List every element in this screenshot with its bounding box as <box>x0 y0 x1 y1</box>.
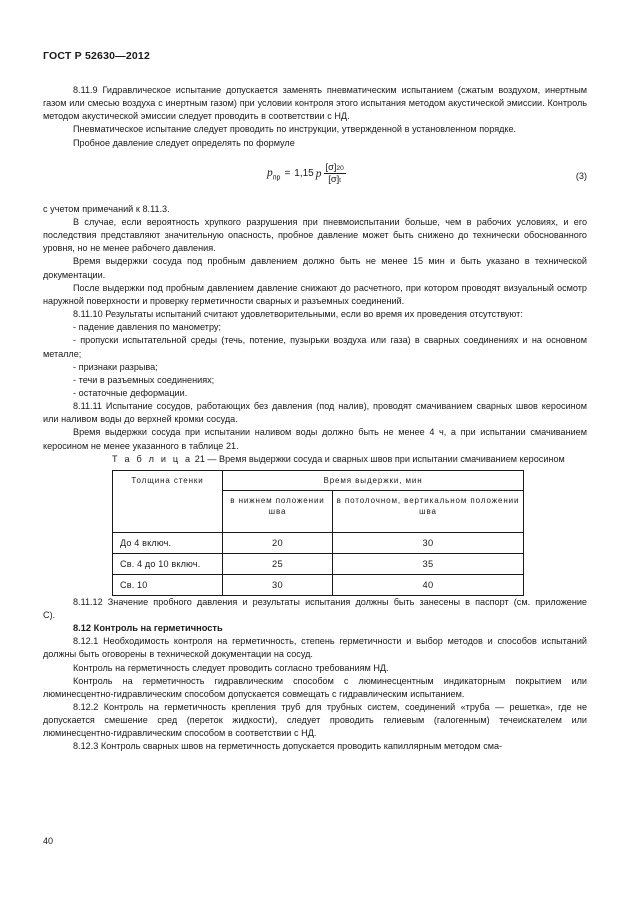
formula-denominator-subscript: t <box>339 176 341 184</box>
cell-lower: 30 <box>223 574 333 595</box>
formula-block-3 <box>43 159 587 197</box>
paragraph-after-hold: После выдержки под пробным давлением давление снижают до расчетного, при котором проводят визуальный осмотр наружной поверхности и проверку герметичности сварных и разъемных соединений. <box>43 282 587 306</box>
formula-equals: = <box>284 168 291 180</box>
paragraph-8-12-3: 8.12.3 Контроль сварных швов на герметичность допускается проводить капиллярным методом сма- <box>73 741 503 752</box>
cell-thickness: Св. 4 до 10 включ. <box>113 553 223 574</box>
table-body <box>113 532 524 595</box>
bullet-rupture-signs: - признаки разрыва; <box>73 361 158 372</box>
formula-expression <box>267 163 346 185</box>
formula-numerator: [σ]20 <box>324 163 346 174</box>
cell-overhead: 40 <box>333 574 524 595</box>
paragraph-test-pressure-intro: Пробное давление следует определять по формуле <box>73 137 295 148</box>
table-header-hold-time-group: Время выдержки, мин <box>223 470 524 490</box>
table-header-overhead-position: в потолочном, вертикальном положении шва <box>333 490 524 532</box>
paragraph-water-fill-hold: Время выдержки сосуда при испытании наливом воды должно быть не менее 4 ч, а при испытании смачиванием керосином не менее указанного в таблице 21. <box>43 427 587 451</box>
formula-fraction <box>324 163 346 185</box>
table-caption-text: Время выдержки сосуда и сварных швов при испытании смачиванием керосином <box>219 453 565 464</box>
page-number: 40 <box>43 836 54 846</box>
cell-lower: 20 <box>223 532 333 553</box>
bullet-residual-deformation: - остаточные деформации. <box>73 387 188 398</box>
paragraph-8-11-11: 8.11.11 Испытание сосудов, работающих без давления (под налив), проводят смачиванием сварных швов керосином или наливом воды до верхней кромки сосуда. <box>43 401 587 425</box>
table-header-row-1 <box>113 470 524 490</box>
paragraph-luminescent-method: Контроль на герметичность гидравлическим способом с люминесцентным индикаторным покрытием или люминесцентно-гидравлическим способом допускается совмещать с гидравлическим испытанием. <box>43 675 587 699</box>
page-content <box>43 84 587 754</box>
paragraph-8-12-1: 8.12.1 Необходимость контроля на герметичность, степень герметичности и выбор методов и способов испытаний должны быть оговорены в технической документации на сосуд. <box>43 636 587 660</box>
formula-lhs: $p_{пр}$ <box>267 166 281 181</box>
paragraph-notes-reference: с учетом примечаний к 8.11.3. <box>43 203 170 214</box>
table-row <box>113 553 524 574</box>
cell-overhead: 35 <box>333 553 524 574</box>
table-head <box>113 470 524 532</box>
table-header-lower-position: в нижнем положении шва <box>223 490 333 532</box>
bullet-pressure-drop: - падение давления по манометру; <box>73 322 221 333</box>
running-head: ГОСТ Р 52630—2012 <box>43 50 151 62</box>
table-header-thickness: Толщина стенки <box>113 470 223 532</box>
formula-lhs-subscript: пр <box>272 173 281 181</box>
bullet-detachable-leaks: - течи в разъемных соединениях; <box>73 374 215 385</box>
formula-numerator-subscript: 20 <box>336 164 344 172</box>
heading-8-12: 8.12 Контроль на герметичность <box>73 623 223 634</box>
bullet-medium-leak: - пропуски испытательной среды (течь, потение, пузырьки воздуха или газа) в сварных соединениях и на основном металле; <box>43 335 587 359</box>
paragraph-leak-test-nd: Контроль на герметичность следует проводить согласно требованиям НД. <box>73 662 389 673</box>
cell-lower: 25 <box>223 553 333 574</box>
paragraph-8-11-10: 8.11.10 Результаты испытаний считают удовлетворительными, если во время их проведения отсутствуют: <box>73 309 523 320</box>
table-row <box>113 574 524 595</box>
table-caption-number: 21 <box>194 453 205 464</box>
paragraph-pneumatic-instruction: Пневматическое испытание следует проводить по инструкции, утвержденной в установленном порядке. <box>73 124 517 135</box>
table-caption-label: Т а б л и ц а <box>112 453 193 464</box>
formula-denominator: [σ]t <box>328 173 341 184</box>
paragraph-8-11-9: 8.11.9 Гидравлическое испытание допускается заменять пневматическим испытанием (сжатым воздухом, инертным газом или смесью воздуха с инертным газом) при условии контроля этого испытания методом акустической эмиссии. Контроль методом акустической эмиссии следует проводить в соответствии с НД. <box>43 85 587 122</box>
formula-coefficient: 1,15 <box>294 168 314 180</box>
cell-thickness: Св. 10 <box>113 574 223 595</box>
table-row <box>113 532 524 553</box>
paragraph-hold-time: Время выдержки сосуда под пробным давлением должно быть не менее 15 мин и быть указано в технической документации. <box>43 256 587 280</box>
table-21 <box>112 470 524 596</box>
formula-factor: p <box>315 167 322 180</box>
cell-overhead: 30 <box>333 532 524 553</box>
paragraph-8-11-12: 8.11.12 Значение пробного давления и результаты испытания должны быть занесены в паспорт (см. приложение С). <box>43 596 587 620</box>
table-21-caption <box>43 453 587 466</box>
paragraph-8-12-2: 8.12.2 Контроль на герметичность крепления труб для трубных систем, соединений «труба — решетка», где не допускается смешение сред (переток жидкости), следует проводить гелиевым (галогенным) течеискателем или люминесцентно-гидравлическим способом в соответствии с НД. <box>43 702 587 739</box>
paragraph-brittle-fracture: В случае, если вероятность хрупкого разрушения при пневмоиспытании больше, чем в рабочих условиях, и его последствия представляют значительную опасность, пробное давление может быть снижено до технически обоснованного уровня, но не менее рабочего давления. <box>43 216 587 254</box>
table-21-wrapper <box>43 470 587 596</box>
cell-thickness: До 4 включ. <box>113 532 223 553</box>
table-caption-dash: — <box>207 453 217 464</box>
formula-number: (3) <box>575 170 587 181</box>
